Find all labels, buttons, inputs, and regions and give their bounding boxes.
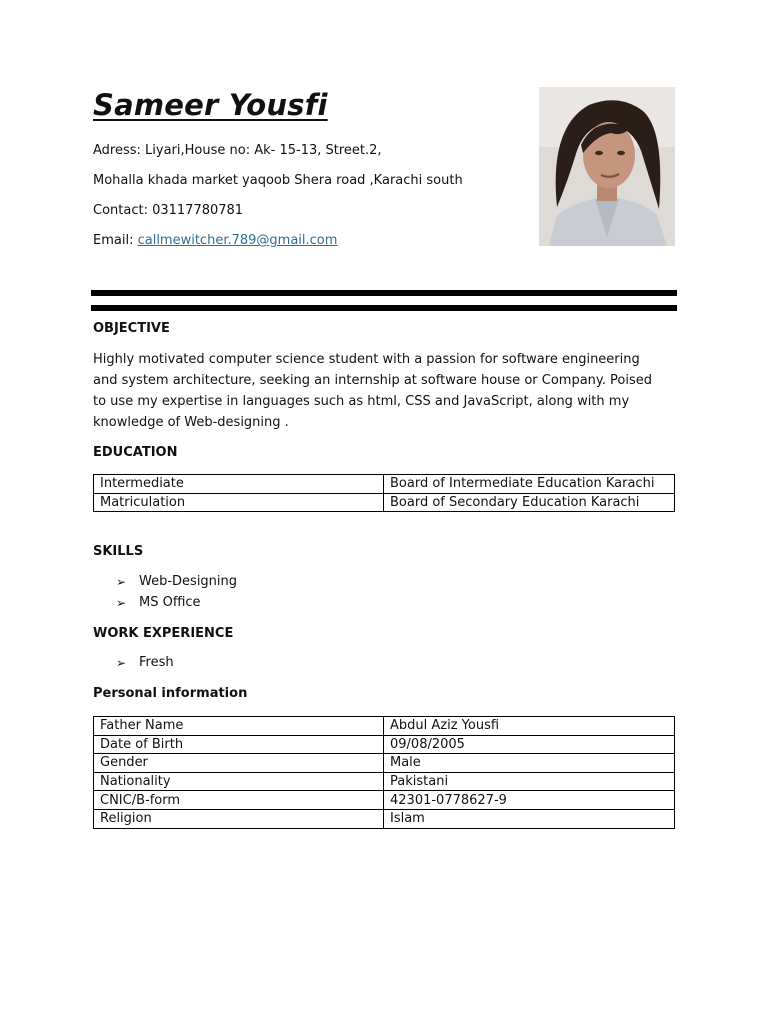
table-row — [94, 772, 675, 791]
divider-top — [91, 290, 677, 296]
table-row — [94, 717, 675, 736]
field-value: 09/08/2005 — [384, 735, 675, 754]
education-level: Matriculation — [94, 493, 384, 512]
field-name: Religion — [94, 809, 384, 828]
list-item — [116, 655, 174, 670]
table-row — [94, 493, 675, 512]
field-value: Islam — [384, 809, 675, 828]
objective-line: Highly motivated computer science student with a passion for software engineering — [93, 352, 640, 367]
field-name: Father Name — [94, 717, 384, 736]
field-name: Nationality — [94, 772, 384, 791]
list-item — [116, 595, 201, 610]
table-row — [94, 475, 675, 494]
education-level: Intermediate — [94, 475, 384, 494]
education-table — [93, 474, 675, 512]
skill-label: MS Office — [139, 595, 201, 610]
objective-text — [93, 349, 673, 433]
skills-heading: SKILLS — [93, 544, 144, 559]
field-name: Date of Birth — [94, 735, 384, 754]
table-row — [94, 735, 675, 754]
email-link[interactable]: callmewitcher.789@gmail.com — [137, 233, 338, 248]
personal-info-table — [93, 716, 675, 829]
profile-photo — [539, 87, 675, 246]
arrow-bullet-icon: ➢ — [116, 655, 127, 670]
objective-heading: OBJECTIVE — [93, 321, 170, 336]
field-name: CNIC/B-form — [94, 791, 384, 810]
email-label: Email: — [93, 233, 138, 248]
skill-label: Web-Designing — [139, 574, 238, 589]
work-experience-heading: WORK EXPERIENCE — [93, 626, 234, 641]
objective-line: and system architecture, seeking an internship at software house or Company. Poised — [93, 373, 652, 388]
education-board: Board of Intermediate Education Karachi — [384, 475, 675, 494]
table-row — [94, 754, 675, 773]
field-name: Gender — [94, 754, 384, 773]
arrow-bullet-icon: ➢ — [116, 595, 127, 610]
field-value: Male — [384, 754, 675, 773]
objective-line: knowledge of Web-designing . — [93, 415, 289, 430]
field-value: 42301-0778627-9 — [384, 791, 675, 810]
field-value: Pakistani — [384, 772, 675, 791]
table-row — [94, 791, 675, 810]
list-item — [116, 574, 237, 589]
address-line-1: Adress: Liyari,House no: Ak- 15-13, Street.2, — [93, 143, 382, 158]
email-line — [93, 233, 337, 248]
education-heading: EDUCATION — [93, 445, 178, 460]
table-row — [94, 809, 675, 828]
divider-bottom — [91, 305, 677, 311]
personal-info-heading: Personal information — [93, 686, 248, 701]
address-line-2: Mohalla khada market yaqoob Shera road ,Karachi south — [93, 173, 463, 188]
field-value: Abdul Aziz Yousfi — [384, 717, 675, 736]
education-board: Board of Secondary Education Karachi — [384, 493, 675, 512]
applicant-name: Sameer Yousfi — [93, 88, 328, 122]
objective-line: to use my expertise in languages such as html, CSS and JavaScript, along with my — [93, 394, 630, 409]
contact-line: Contact: 03117780781 — [93, 203, 244, 218]
work-label: Fresh — [139, 655, 174, 670]
arrow-bullet-icon: ➢ — [116, 574, 127, 589]
